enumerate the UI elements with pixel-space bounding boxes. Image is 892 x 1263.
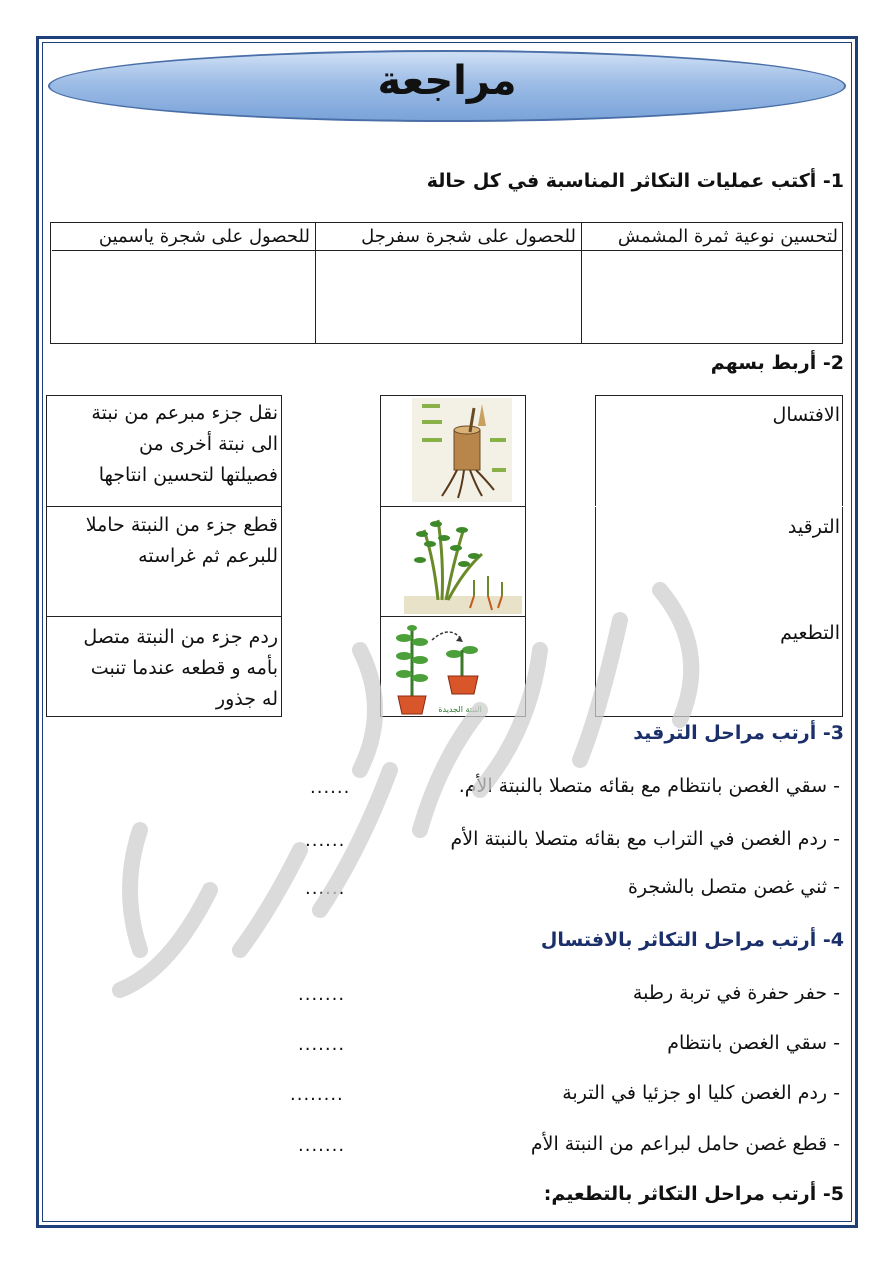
table-header-jasmine: للحصول على شجرة ياسمين	[52, 223, 314, 251]
page-title: مراجعة	[377, 58, 517, 104]
definition-cutting: قطع جزء من النبتة حاملا للبرعم ثم غراسته	[85, 514, 278, 567]
q3-item-3: - ثني غصن متصل بالشجرة	[627, 876, 840, 898]
q3-answer-1[interactable]: ......	[310, 777, 351, 798]
question-1-label: 1- أكتب عمليات التكاثر المناسبة في كل حالة	[426, 170, 844, 192]
definition-grafting: نقل جزء مبرعم من نبتة الى نبتة أخرى من فصيلتها لتحسين انتاجها	[91, 402, 278, 486]
q4-item-2: - سقي الغصن بانتظام	[667, 1032, 840, 1054]
q3-item-1: - سقي الغصن بانتظام مع بقائه متصلا بالنبتة الأم.	[458, 775, 840, 797]
q4-answer-2[interactable]: .......	[298, 1034, 346, 1055]
q3-answer-3[interactable]: ......	[305, 878, 346, 899]
grafting-illustration	[412, 398, 512, 502]
table-answer-row	[51, 251, 842, 343]
question-4-label: 4- أرتب مراحل التكاثر بالافتسال	[540, 929, 844, 951]
layering-illustration	[404, 510, 522, 614]
q4-item-3: - ردم الغصن كليا او جزئيا في التربة	[562, 1082, 840, 1104]
terms-box	[595, 395, 843, 717]
term-grafting: التطعيم	[780, 622, 840, 644]
term-cutting: الترقيد	[787, 516, 840, 538]
table-header-quince: للحصول على شجرة سفرجل	[314, 223, 580, 251]
image-caption: النبتة الجديدة	[438, 705, 482, 714]
cutting-illustration	[392, 620, 492, 716]
table-divider	[581, 223, 582, 343]
question-2-label: 2- أربط بسهم	[710, 352, 844, 374]
q4-answer-4[interactable]: .......	[298, 1135, 346, 1156]
q4-item-4: - قطع غصن حامل لبراعم من النبتة الأم	[530, 1133, 840, 1155]
q3-item-2: - ردم الغصن في التراب مع بقائه متصلا بالنبتة الأم	[450, 828, 840, 850]
question-3-label: 3- أرتب مراحل الترقيد	[633, 722, 844, 744]
q3-answer-2[interactable]: ......	[305, 830, 346, 851]
q4-answer-3[interactable]: ........	[290, 1084, 344, 1105]
term-layering: الافتسال	[772, 404, 840, 426]
definition-layering: ردم جزء من النبتة متصل بأمه و قطعه عندما تنبت له جذور	[83, 626, 278, 710]
table-divider	[315, 223, 316, 343]
question-1-table	[50, 222, 843, 344]
table-header-apricot: لتحسين نوعية ثمرة المشمش	[580, 223, 842, 251]
q4-item-1: - حفر حفرة في تربة رطبة	[632, 982, 840, 1004]
question-5-label: 5- أرتب مراحل التكاثر بالتطعيم:	[543, 1183, 844, 1205]
q4-answer-1[interactable]: .......	[298, 984, 346, 1005]
